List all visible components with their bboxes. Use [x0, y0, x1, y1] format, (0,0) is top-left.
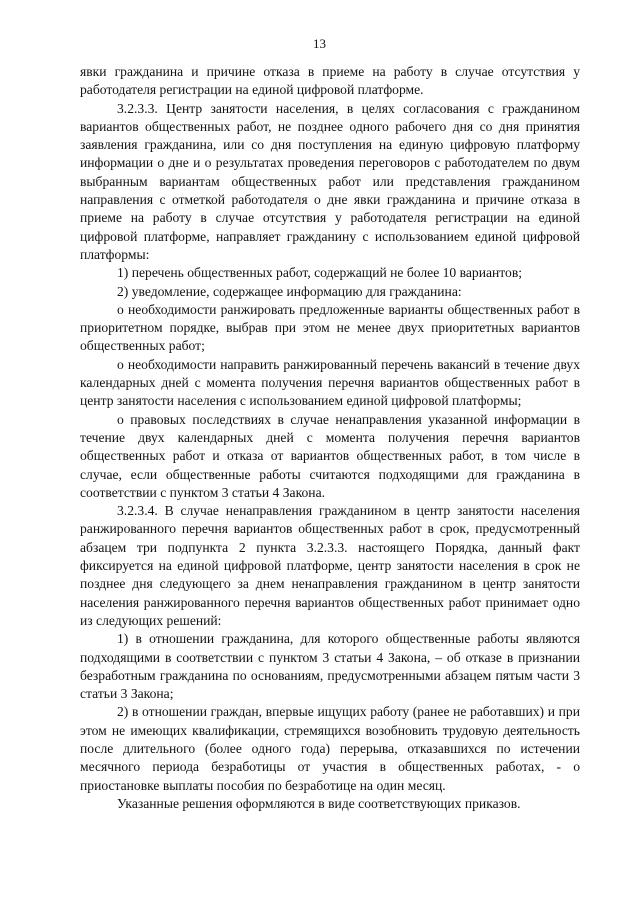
notice-send-list: о необходимости направить ранжированный перечень вакансий в течение двух календарных дней с момента получения перечня вариантов общественных работ в центр занятости населения с использованием единой цифровой платформы; — [80, 356, 580, 409]
decision-1: 1) в отношении гражданина, для которого общественные работы являются подходящими в соответствии с пунктом 3 статьи 4 Закона, – об отказе в признании безработным гражданина по основаниям, предусмотренными абзацем пятым части 3 статьи 3 Закона; — [80, 631, 580, 702]
decision-2: 2) в отношении граждан, впервые ищущих работу (ранее не работавших) и при этом не имеющих квалификации, стремящихся возобновить трудовую деятельность после длительного (более одного года) перерыва, отказавшихся по истечении месячного периода безработицы от участия в общественных работах, - о приостановке выплаты пособия по безработице на один месяц. — [80, 704, 580, 793]
document-body — [80, 63, 580, 813]
page-number: 13 — [313, 36, 326, 51]
paragraph-3-2-3-4: 3.2.3.4. В случае ненаправления гражданином в центр занятости населения ранжированного перечня вариантов общественных работ в срок, предусмотренный абзацем три подпункта 2 пункта 3.2.3.3. настоящего Порядка, данный факт фиксируется на единой цифровой платформе, центр занятости населения в срок не позднее дня следующего за днем ненаправления гражданином в центр занятости населения ранжированного перечня вариантов общественных работ принимает одно из следующих решений: — [80, 503, 580, 628]
closing-paragraph: Указанные решения оформляются в виде соответствующих приказов. — [117, 795, 521, 811]
paragraph-3-2-3-3: 3.2.3.3. Центр занятости населения, в целях согласования с гражданином вариантов общественных работ, не позднее одного рабочего дня со дня принятия заявления гражданина, или со дня поступления на единую цифровую платформу информации о дне и о результатах проведения переговоров с работодателем по двум выбранным вариантам общественных работ или представления гражданином направления с отметкой работодателя о дне явки гражданина и причине отказа в приеме на работу в случае отсутствия у работодателя регистрации на единой цифровой платформе, направляет гражданину с использованием единой цифровой платформы: — [80, 100, 580, 262]
notice-ranking: о необходимости ранжировать предложенные варианты общественных работ в приоритетном порядке, выбрав при этом не менее двух приоритетных вариантов общественных работ; — [80, 301, 580, 354]
notice-consequences: о правовых последствиях в случае ненаправления указанной информации в течение двух календарных дней с момента получения перечня вариантов общественных работ и отказа от вариантов общественных работ, в том числе в случае, если общественные работы считаются подходящими для гражданина в соответствии с пунктом 3 статьи 4 Закона. — [80, 411, 580, 500]
list-item-1: 1) перечень общественных работ, содержащий не более 10 вариантов; — [117, 265, 523, 281]
list-item-2: 2) уведомление, содержащее информацию для гражданина: — [117, 283, 462, 299]
paragraph-continuation: явки гражданина и причине отказа в приеме на работу в случае отсутствия у работодателя регистрации на единой цифровой платформе. — [80, 64, 580, 98]
